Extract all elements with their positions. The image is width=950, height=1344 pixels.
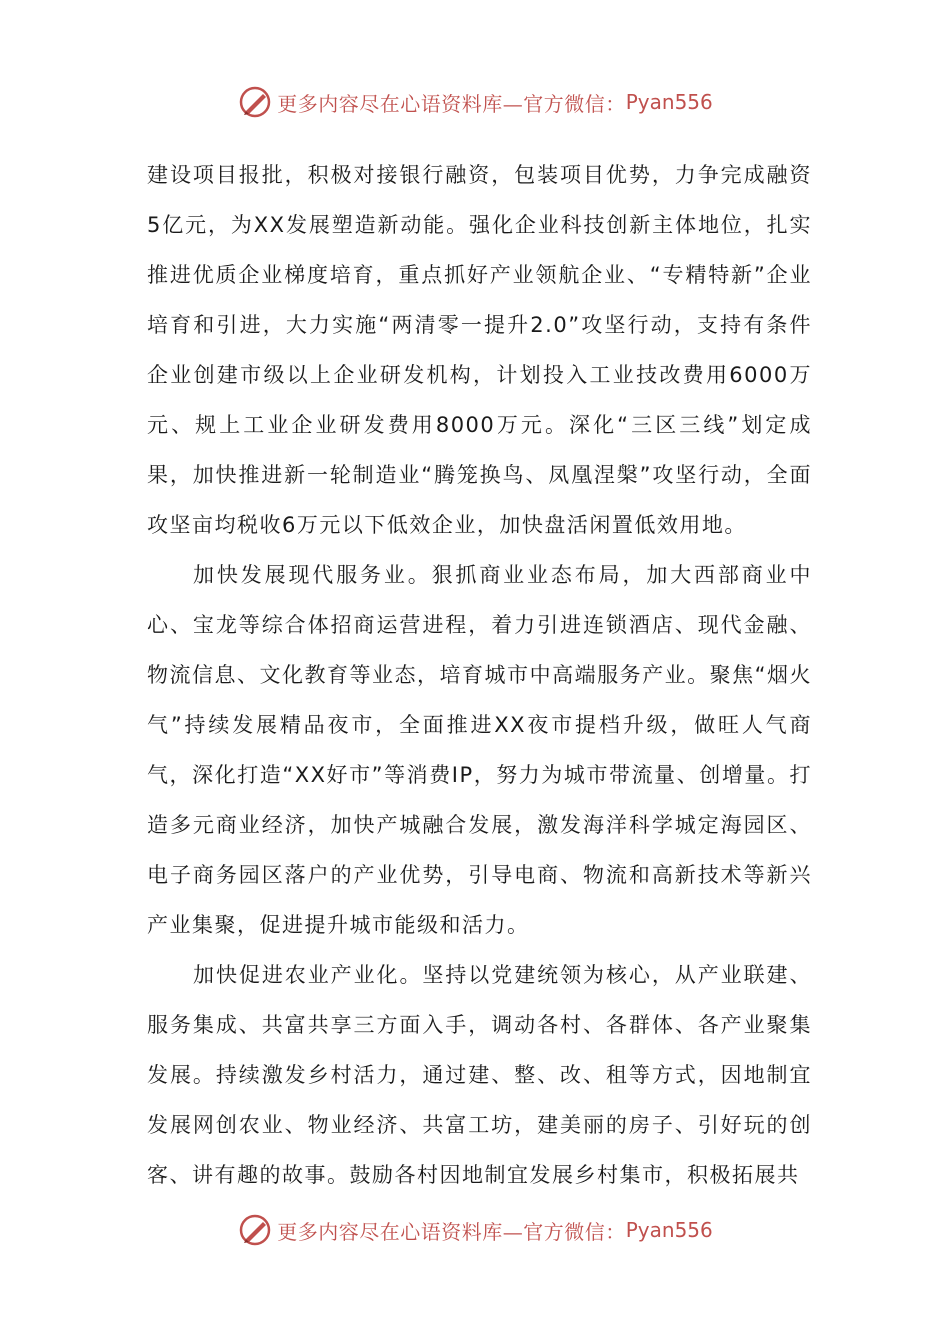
header-wechat-id: Pyan556	[625, 90, 713, 114]
paragraph-agriculture: 加快促进农业产业化。坚持以党建统领为核心，从产业联建、服务集成、共富共享三方面入手，调动各村、各群体、各产业聚集发展。持续激发乡村活力，通过建、整、改、租等方式，因地制宜发展网创农业、物业经济、共富工坊，建美丽的房子、引好玩的创客、讲有趣的故事。鼓励各村因地制宜发展乡村集市，积极拓展共	[147, 963, 812, 1187]
pen-logo-icon	[237, 84, 273, 120]
footer-wechat-id: Pyan556	[625, 1218, 713, 1242]
footer-banner-text: 更多内容尽在心语资料库—官方微信：	[277, 1219, 626, 1244]
header-banner-text: 更多内容尽在心语资料库—官方微信：	[277, 91, 626, 116]
document-body	[147, 150, 812, 1200]
footer-watermark-banner	[0, 1210, 950, 1250]
paragraph-continued: 建设项目报批，积极对接银行融资，包装项目优势，力争完成融资5亿元，为XX发展塑造新动能。强化企业科技创新主体地位，扎实推进优质企业梯度培育，重点抓好产业领航企业、“专精特新”企业培育和引进，大力实施“两清零一提升2.0”攻坚行动，支持有条件企业创建市级以上企业研发机构，计划投入工业技改费用6000万元、规上工业企业研发费用8000万元。深化“三区三线”划定成果，加快推进新一轮制造业“腾笼换鸟、凤凰涅槃”攻坚行动，全面攻坚亩均税收6万元以下低效企业，加快盘活闲置低效用地。	[147, 163, 812, 537]
paragraph-service-industry: 加快发展现代服务业。狠抓商业业态布局，加大西部商业中心、宝龙等综合体招商运营进程，着力引进连锁酒店、现代金融、物流信息、文化教育等业态，培育城市中高端服务产业。聚焦“烟火气”持续发展精品夜市，全面推进XX夜市提档升级，做旺人气商气，深化打造“XX好市”等消费IP，努力为城市带流量、创增量。打造多元商业经济，加快产城融合发展，激发海洋科学城定海园区、电子商务园区落户的产业优势，引导电商、物流和高新技术等新兴产业集聚，促进提升城市能级和活力。	[147, 563, 812, 937]
header-watermark-banner	[0, 82, 950, 122]
pen-logo-icon	[237, 1212, 273, 1248]
